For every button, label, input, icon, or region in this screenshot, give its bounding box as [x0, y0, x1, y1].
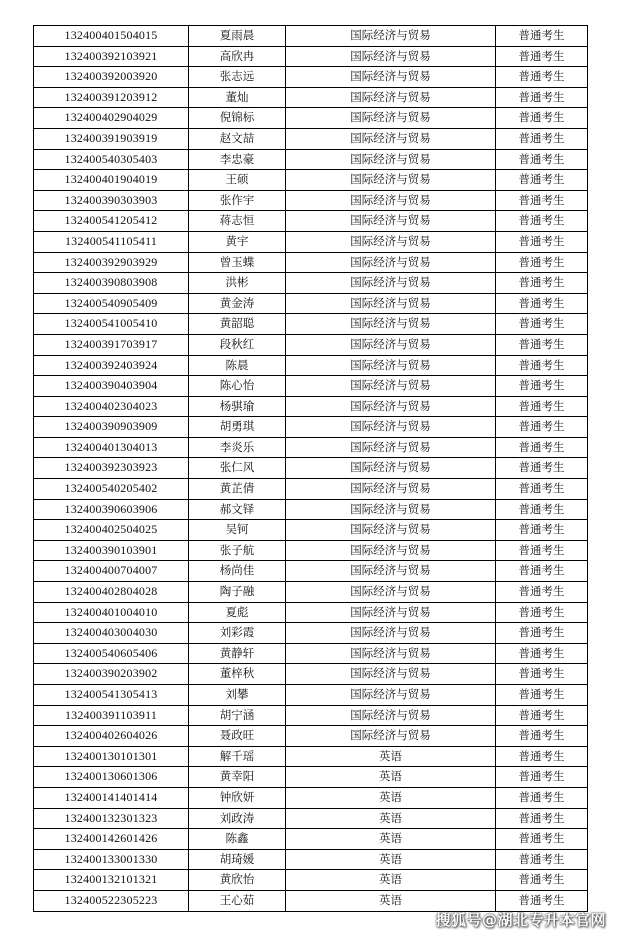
- name-cell: 王心茹: [189, 890, 286, 911]
- name-cell: 胡勇琪: [189, 417, 286, 438]
- table-row: [34, 829, 588, 850]
- exam-id-cell: 132400402904029: [34, 108, 189, 129]
- exam-id-cell: 132400390203902: [34, 664, 189, 685]
- major-cell: 英语: [286, 849, 496, 870]
- type-cell: 普通考生: [496, 870, 588, 891]
- name-cell: 张作宇: [189, 190, 286, 211]
- table-row: [34, 26, 588, 47]
- exam-id-cell: 132400392003920: [34, 67, 189, 88]
- type-cell: 普通考生: [496, 376, 588, 397]
- table-row: [34, 376, 588, 397]
- table-row: [34, 499, 588, 520]
- name-cell: 赵文喆: [189, 128, 286, 149]
- type-cell: 普通考生: [496, 520, 588, 541]
- type-cell: 普通考生: [496, 26, 588, 47]
- table-row: [34, 643, 588, 664]
- major-cell: 国际经济与贸易: [286, 355, 496, 376]
- major-cell: 国际经济与贸易: [286, 170, 496, 191]
- exam-id-cell: 132400402304023: [34, 396, 189, 417]
- table-row: [34, 355, 588, 376]
- exam-id-cell: 132400390803908: [34, 273, 189, 294]
- exam-id-cell: 132400392403924: [34, 355, 189, 376]
- major-cell: 国际经济与贸易: [286, 211, 496, 232]
- exam-id-cell: 132400401904019: [34, 170, 189, 191]
- type-cell: 普通考生: [496, 87, 588, 108]
- type-cell: 普通考生: [496, 108, 588, 129]
- exam-id-cell: 132400390103901: [34, 540, 189, 561]
- exam-id-cell: 132400391203912: [34, 87, 189, 108]
- name-cell: 陶子融: [189, 582, 286, 603]
- name-cell: 陈心怡: [189, 376, 286, 397]
- table-row: [34, 705, 588, 726]
- name-cell: 夏雨晨: [189, 26, 286, 47]
- name-cell: 董灿: [189, 87, 286, 108]
- major-cell: 国际经济与贸易: [286, 314, 496, 335]
- table-row: [34, 520, 588, 541]
- type-cell: 普通考生: [496, 211, 588, 232]
- type-cell: 普通考生: [496, 829, 588, 850]
- exam-id-cell: 132400142601426: [34, 829, 189, 850]
- type-cell: 普通考生: [496, 149, 588, 170]
- name-cell: 刘政涛: [189, 808, 286, 829]
- table-row: [34, 273, 588, 294]
- name-cell: 张仁风: [189, 458, 286, 479]
- major-cell: 国际经济与贸易: [286, 499, 496, 520]
- exam-id-cell: 132400402604026: [34, 726, 189, 747]
- name-cell: 黄宇: [189, 231, 286, 252]
- major-cell: 英语: [286, 890, 496, 911]
- watermark-text: 搜狐号@湖北专升本官网: [435, 911, 606, 929]
- name-cell: 洪彬: [189, 273, 286, 294]
- exam-id-cell: 132400401004010: [34, 602, 189, 623]
- table-row: [34, 231, 588, 252]
- major-cell: 国际经济与贸易: [286, 273, 496, 294]
- major-cell: 国际经济与贸易: [286, 643, 496, 664]
- table-row: [34, 808, 588, 829]
- table-row: [34, 437, 588, 458]
- table-row: [34, 87, 588, 108]
- exam-id-cell: 132400130101301: [34, 746, 189, 767]
- name-cell: 黄韶聪: [189, 314, 286, 335]
- type-cell: 普通考生: [496, 417, 588, 438]
- table-row: [34, 334, 588, 355]
- type-cell: 普通考生: [496, 170, 588, 191]
- major-cell: 国际经济与贸易: [286, 726, 496, 747]
- major-cell: 国际经济与贸易: [286, 46, 496, 67]
- major-cell: 国际经济与贸易: [286, 293, 496, 314]
- major-cell: 国际经济与贸易: [286, 108, 496, 129]
- major-cell: 国际经济与贸易: [286, 582, 496, 603]
- table-row: [34, 685, 588, 706]
- type-cell: 普通考生: [496, 437, 588, 458]
- table-row: [34, 561, 588, 582]
- name-cell: 倪锦标: [189, 108, 286, 129]
- type-cell: 普通考生: [496, 67, 588, 88]
- name-cell: 吴钶: [189, 520, 286, 541]
- name-cell: 陈鑫: [189, 829, 286, 850]
- major-cell: 国际经济与贸易: [286, 458, 496, 479]
- major-cell: 国际经济与贸易: [286, 437, 496, 458]
- type-cell: 普通考生: [496, 602, 588, 623]
- table-row: [34, 149, 588, 170]
- type-cell: 普通考生: [496, 643, 588, 664]
- exam-id-cell: 132400133001330: [34, 849, 189, 870]
- table-row: [34, 890, 588, 911]
- name-cell: 黄欣怡: [189, 870, 286, 891]
- exam-id-cell: 132400403004030: [34, 623, 189, 644]
- table-row: [34, 396, 588, 417]
- table-row: [34, 787, 588, 808]
- name-cell: 李炎乐: [189, 437, 286, 458]
- name-cell: 钟欣妍: [189, 787, 286, 808]
- exam-id-cell: 132400400704007: [34, 561, 189, 582]
- major-cell: 国际经济与贸易: [286, 67, 496, 88]
- type-cell: 普通考生: [496, 664, 588, 685]
- name-cell: 董梓秋: [189, 664, 286, 685]
- type-cell: 普通考生: [496, 46, 588, 67]
- exam-id-cell: 132400540905409: [34, 293, 189, 314]
- major-cell: 英语: [286, 870, 496, 891]
- type-cell: 普通考生: [496, 458, 588, 479]
- name-cell: 刘彩霞: [189, 623, 286, 644]
- major-cell: 国际经济与贸易: [286, 396, 496, 417]
- exam-id-cell: 132400392303923: [34, 458, 189, 479]
- table-row: [34, 293, 588, 314]
- table-row: [34, 67, 588, 88]
- table-row: [34, 726, 588, 747]
- major-cell: 英语: [286, 787, 496, 808]
- exam-id-cell: 132400391903919: [34, 128, 189, 149]
- name-cell: 胡宁涵: [189, 705, 286, 726]
- type-cell: 普通考生: [496, 685, 588, 706]
- type-cell: 普通考生: [496, 334, 588, 355]
- name-cell: 蒋志恒: [189, 211, 286, 232]
- type-cell: 普通考生: [496, 746, 588, 767]
- exam-id-cell: 132400540605406: [34, 643, 189, 664]
- name-cell: 聂政旺: [189, 726, 286, 747]
- table-row: [34, 458, 588, 479]
- name-cell: 陈晨: [189, 355, 286, 376]
- table-row: [34, 46, 588, 67]
- type-cell: 普通考生: [496, 808, 588, 829]
- exam-id-cell: 132400130601306: [34, 767, 189, 788]
- exam-id-cell: 132400391703917: [34, 334, 189, 355]
- exam-id-cell: 132400541305413: [34, 685, 189, 706]
- type-cell: 普通考生: [496, 396, 588, 417]
- major-cell: 英语: [286, 746, 496, 767]
- major-cell: 国际经济与贸易: [286, 540, 496, 561]
- exam-id-cell: 132400402504025: [34, 520, 189, 541]
- name-cell: 黄芷倩: [189, 479, 286, 500]
- exam-id-cell: 132400390603906: [34, 499, 189, 520]
- exam-id-cell: 132400541005410: [34, 314, 189, 335]
- major-cell: 国际经济与贸易: [286, 231, 496, 252]
- name-cell: 李忠豪: [189, 149, 286, 170]
- exam-id-cell: 132400132301323: [34, 808, 189, 829]
- major-cell: 国际经济与贸易: [286, 87, 496, 108]
- type-cell: 普通考生: [496, 849, 588, 870]
- name-cell: 解千瑶: [189, 746, 286, 767]
- major-cell: 国际经济与贸易: [286, 417, 496, 438]
- major-cell: 英语: [286, 808, 496, 829]
- table-row: [34, 314, 588, 335]
- name-cell: 张志远: [189, 67, 286, 88]
- table-row: [34, 417, 588, 438]
- name-cell: 张子航: [189, 540, 286, 561]
- type-cell: 普通考生: [496, 890, 588, 911]
- name-cell: 段秋红: [189, 334, 286, 355]
- table-row: [34, 128, 588, 149]
- type-cell: 普通考生: [496, 231, 588, 252]
- type-cell: 普通考生: [496, 128, 588, 149]
- name-cell: 杨尚佳: [189, 561, 286, 582]
- major-cell: 国际经济与贸易: [286, 623, 496, 644]
- major-cell: 国际经济与贸易: [286, 685, 496, 706]
- table-row: [34, 602, 588, 623]
- name-cell: 王硕: [189, 170, 286, 191]
- name-cell: 曾玉蝶: [189, 252, 286, 273]
- major-cell: 国际经济与贸易: [286, 479, 496, 500]
- table-row: [34, 582, 588, 603]
- admission-list-table: [33, 25, 588, 912]
- major-cell: 国际经济与贸易: [286, 376, 496, 397]
- table-row: [34, 190, 588, 211]
- exam-id-cell: 132400540205402: [34, 479, 189, 500]
- type-cell: 普通考生: [496, 561, 588, 582]
- type-cell: 普通考生: [496, 293, 588, 314]
- type-cell: 普通考生: [496, 705, 588, 726]
- major-cell: 国际经济与贸易: [286, 705, 496, 726]
- exam-id-cell: 132400541105411: [34, 231, 189, 252]
- type-cell: 普通考生: [496, 273, 588, 294]
- type-cell: 普通考生: [496, 623, 588, 644]
- major-cell: 国际经济与贸易: [286, 520, 496, 541]
- name-cell: 杨骐瑜: [189, 396, 286, 417]
- table-row: [34, 252, 588, 273]
- table-row: [34, 479, 588, 500]
- major-cell: 英语: [286, 829, 496, 850]
- type-cell: 普通考生: [496, 499, 588, 520]
- table-row: [34, 623, 588, 644]
- type-cell: 普通考生: [496, 479, 588, 500]
- major-cell: 国际经济与贸易: [286, 26, 496, 47]
- type-cell: 普通考生: [496, 314, 588, 335]
- major-cell: 国际经济与贸易: [286, 252, 496, 273]
- major-cell: 国际经济与贸易: [286, 334, 496, 355]
- major-cell: 国际经济与贸易: [286, 664, 496, 685]
- name-cell: 高欣冉: [189, 46, 286, 67]
- exam-id-cell: 132400401304013: [34, 437, 189, 458]
- name-cell: 黄幸阳: [189, 767, 286, 788]
- type-cell: 普通考生: [496, 540, 588, 561]
- name-cell: 郝文铎: [189, 499, 286, 520]
- type-cell: 普通考生: [496, 582, 588, 603]
- exam-id-cell: 132400541205412: [34, 211, 189, 232]
- table-row: [34, 664, 588, 685]
- name-cell: 黄静轩: [189, 643, 286, 664]
- name-cell: 黄金涛: [189, 293, 286, 314]
- type-cell: 普通考生: [496, 787, 588, 808]
- name-cell: 胡琦媛: [189, 849, 286, 870]
- table-row: [34, 849, 588, 870]
- exam-id-cell: 132400391103911: [34, 705, 189, 726]
- exam-id-cell: 132400390403904: [34, 376, 189, 397]
- exam-id-cell: 132400401504015: [34, 26, 189, 47]
- table-row: [34, 870, 588, 891]
- major-cell: 国际经济与贸易: [286, 128, 496, 149]
- type-cell: 普通考生: [496, 190, 588, 211]
- major-cell: 国际经济与贸易: [286, 602, 496, 623]
- exam-id-cell: 132400390903909: [34, 417, 189, 438]
- exam-id-cell: 132400522305223: [34, 890, 189, 911]
- exam-id-cell: 132400392103921: [34, 46, 189, 67]
- type-cell: 普通考生: [496, 726, 588, 747]
- table-row: [34, 108, 588, 129]
- exam-id-cell: 132400540305403: [34, 149, 189, 170]
- major-cell: 国际经济与贸易: [286, 190, 496, 211]
- major-cell: 国际经济与贸易: [286, 149, 496, 170]
- exam-id-cell: 132400402804028: [34, 582, 189, 603]
- major-cell: 英语: [286, 767, 496, 788]
- type-cell: 普通考生: [496, 252, 588, 273]
- table-body: [34, 26, 588, 912]
- exam-id-cell: 132400141401414: [34, 787, 189, 808]
- table-row: [34, 211, 588, 232]
- name-cell: 夏彪: [189, 602, 286, 623]
- name-cell: 刘攀: [189, 685, 286, 706]
- table-row: [34, 540, 588, 561]
- type-cell: 普通考生: [496, 767, 588, 788]
- table-row: [34, 170, 588, 191]
- exam-id-cell: 132400392903929: [34, 252, 189, 273]
- major-cell: 国际经济与贸易: [286, 561, 496, 582]
- table-row: [34, 746, 588, 767]
- table-row: [34, 767, 588, 788]
- exam-id-cell: 132400132101321: [34, 870, 189, 891]
- exam-id-cell: 132400390303903: [34, 190, 189, 211]
- type-cell: 普通考生: [496, 355, 588, 376]
